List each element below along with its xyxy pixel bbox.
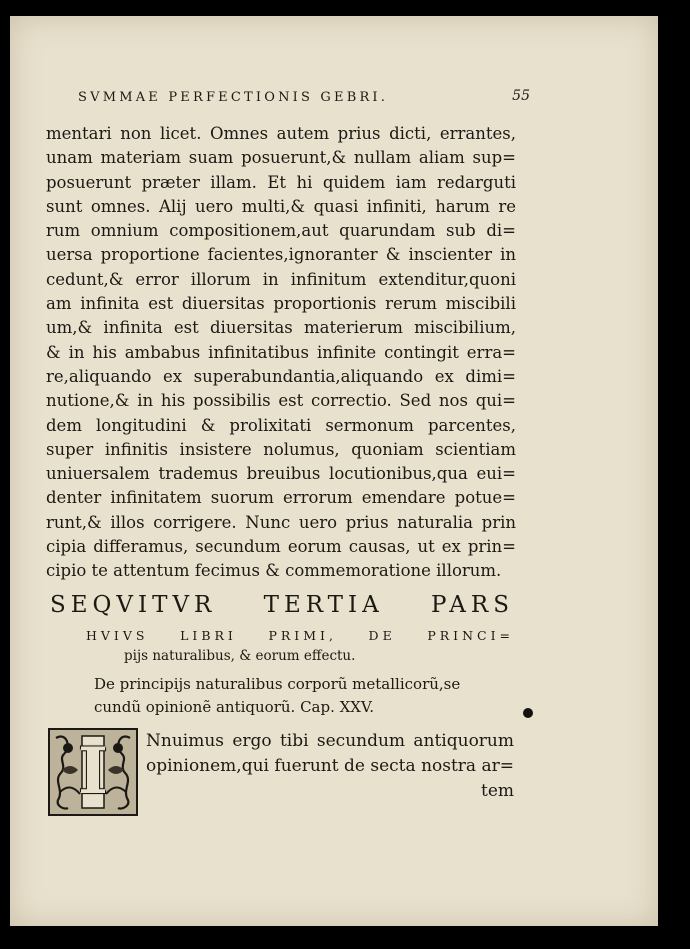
- text-line: runt,& illos corrigere. Nunc uero prius naturalia prin: [46, 512, 516, 532]
- text-line: super infinitis insistere nolumus, quoniam scientiam: [46, 439, 516, 459]
- text-line: cedunt,& error illorum in infinitum extenditur,quoni: [46, 269, 516, 289]
- text-line: rum omnium compositionem,aut quarundam sub di=: [46, 221, 516, 241]
- page-number: 55: [512, 88, 530, 104]
- text-line: cipio te attentum fecimus & commemoratione illorum.: [46, 561, 502, 581]
- text-line: posuerunt præter illam. Et hi quidem iam redarguti: [46, 172, 516, 192]
- text-line: denter infinitatem suorum errorum emendare potue=: [46, 488, 516, 508]
- text-line: unam materiam suam posuerunt,& nullam aliam sup=: [46, 148, 516, 168]
- ink-blot: [523, 708, 533, 718]
- text-line: um,& infinita est diuersitas materierum miscibilium,: [46, 318, 516, 338]
- section-subtitle-continued: pijs naturalibus, & eorum effectu.: [124, 648, 356, 664]
- text-line: am infinita est diuersitas proportionis rerum miscibili: [46, 294, 516, 314]
- section-title: SEQVITVR TERTIA PARS: [50, 592, 514, 618]
- book-page: [10, 16, 658, 926]
- text-line: cipia differamus, secundum eorum causas, ut ex prin=: [46, 537, 516, 557]
- body-paragraph: [46, 122, 516, 584]
- text-line: nutione,& in his possibilis est correctio. Sed nos qui=: [46, 391, 516, 411]
- running-header: [78, 90, 530, 105]
- opening-paragraph: [146, 729, 514, 804]
- text-line: tem: [480, 781, 514, 801]
- running-title: SVMMAE PERFECTIONIS GEBRI.: [78, 90, 389, 105]
- text-line: re,aliquando ex superabundantia,aliquando ex dimi=: [46, 366, 516, 386]
- text-line: sunt omnes. Alij uero multi,& quasi infiniti, harum re: [46, 196, 516, 216]
- decorated-initial: [48, 728, 138, 816]
- text-line: mentari non licet. Omnes autem prius dicti, errantes,: [46, 124, 516, 143]
- chapter-heading-continued: cundũ opinionẽ antiquorũ. Cap. XXV.: [94, 698, 374, 716]
- initial-letter: I: [78, 734, 108, 809]
- text-line: & in his ambabus infinitatibus infinite contingit erra=: [46, 342, 516, 362]
- chapter-heading: De principijs naturalibus corporũ metallicorũ,se: [94, 675, 461, 693]
- text-line: uniuersalem trademus breuibus locutionibus,qua eui=: [46, 464, 516, 484]
- text-line: Nnuimus ergo tibi secundum antiquorum: [146, 731, 514, 751]
- section-subtitle: HVIVS LIBRI PRIMI, DE PRINCI=: [86, 628, 514, 643]
- text-line: opinionem,qui fuerunt de secta nostra ar=: [146, 756, 514, 776]
- text-line: uersa proportione facientes,ignoranter & inscienter in: [46, 245, 516, 265]
- text-line: dem longitudini & prolixitati sermonum parcentes,: [46, 415, 516, 435]
